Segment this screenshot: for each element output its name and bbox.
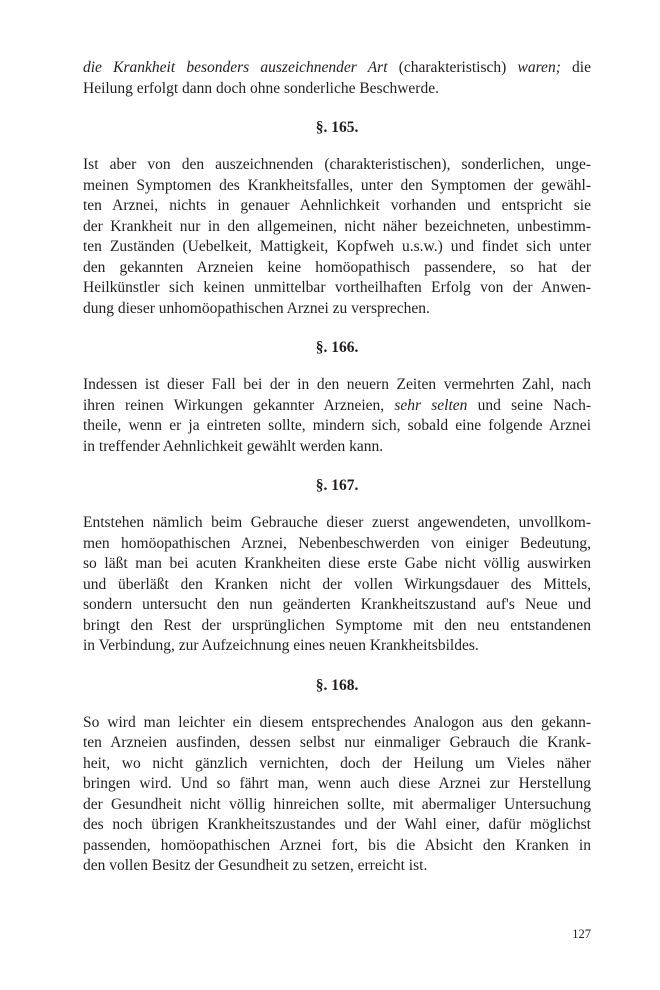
text-line <box>83 575 591 596</box>
text-run: Heilung erfolgt dann doch ohne sonderliche Beschwerde. <box>83 79 439 97</box>
text-line <box>83 534 591 555</box>
text-run: Indessen ist dieser Fall bei der in den neuern Zeiten vermehrten Zahl, nach <box>83 376 591 393</box>
text-run: men homöopathischen Arznei, Nebenbeschwerden von einiger Bedeutung, <box>83 534 591 552</box>
text-run: in Verbindung, zur Aufzeichnung eines neuen Krankheitsbildes. <box>83 637 479 654</box>
sections-container <box>83 99 591 877</box>
text-run: bringt den Rest der ursprünglichen Symptome mit den neu entstandenen <box>83 616 591 634</box>
text-line <box>83 196 591 217</box>
text-run: (charakteristisch) <box>387 59 518 76</box>
section-paragraph <box>83 713 591 877</box>
text-run: in treffender Aehnlichkeit gewählt werden kann. <box>83 437 384 455</box>
text-line <box>83 299 591 320</box>
page-number: 127 <box>572 927 591 941</box>
text-run: Ist aber von den auszeichnenden (charakteristischen), sonderlichen, unge- <box>83 156 591 173</box>
text-line <box>83 237 591 258</box>
text-line <box>83 437 591 458</box>
text-line <box>83 795 591 816</box>
text-run: der Krankheit nur in den allgemeinen, nicht näher bezeichneten, unbestimm- <box>83 217 591 235</box>
text-line <box>83 595 591 616</box>
text-line <box>83 836 591 857</box>
section-paragraph <box>83 375 591 457</box>
section-heading: §. 168. <box>315 676 359 694</box>
section-paragraph <box>83 513 591 657</box>
continuation-paragraph <box>83 58 591 99</box>
text-run: ten Zuständen (Uebelkeit, Mattigkeit, Kopfweh u.s.w.) und findet sich unter <box>83 238 591 255</box>
text-run: und seine Nach- <box>467 396 591 414</box>
text-run: ihren reinen Wirkungen gekannter Arzneien, <box>83 396 395 414</box>
text-run: ten Arzneien ausfinden, dessen selbst nur einmaliger Gebrauch die Krank- <box>83 734 591 751</box>
text-line <box>83 713 591 734</box>
text-line <box>83 554 591 575</box>
text-line <box>83 79 591 100</box>
page-body <box>83 58 591 877</box>
text-line <box>83 258 591 279</box>
section-heading: §. 165. <box>315 119 359 136</box>
text-line <box>83 155 591 176</box>
text-run: der Gesundheit nicht völlig hinreichen sollte, mit abermaliger Untersuchung <box>83 795 591 813</box>
section-heading: §. 167. <box>315 477 359 494</box>
text-run: und überläßt den Kranken nicht der vollen Wirkungsdauer des Mittels, <box>83 575 591 593</box>
text-line <box>83 636 591 657</box>
text-run: Heilkünstler sich keinen unmittelbar vortheilhaften Erfolg von der Anwen- <box>83 279 591 296</box>
italic-text-run: waren; <box>517 59 561 76</box>
section-heading: §. 166. <box>315 339 359 356</box>
text-line <box>83 416 591 437</box>
text-line <box>83 58 591 79</box>
text-line <box>83 733 591 754</box>
text-line <box>83 375 591 396</box>
text-run: passenden, homöopathischen Arznei fort, bis die Absicht den Kranken in <box>83 836 591 854</box>
text-run: die <box>560 59 591 76</box>
text-line <box>83 176 591 197</box>
text-run: meinen Symptomen des Krankheitsfalles, unter den Symptomen der gewähl- <box>83 176 591 194</box>
text-run: dung dieser unhomöopathischen Arznei zu versprechen. <box>83 299 430 317</box>
text-run: bringen wird. Und so fährt man, wenn auch diese Arznei zur Herstellung <box>83 775 591 792</box>
text-run: den gekannten Arzneien keine homöopathisch passendere, so hat der <box>83 258 591 276</box>
text-run: So wird man leichter ein diesem entsprechendes Analogon aus den gekann- <box>83 713 591 731</box>
italic-text-run: die Krankheit besonders auszeichnender Art <box>83 59 388 76</box>
text-run: ten Arznei, nichts in genauer Aehnlichkeit vorhanden und entspricht sie <box>83 197 591 214</box>
text-run: Entstehen nämlich beim Gebrauche dieser zuerst angewendeten, unvollkom- <box>83 514 591 531</box>
text-line <box>83 754 591 775</box>
text-run: so läßt man bei acuten Krankheiten diese erste Gabe nicht völlig auswirken <box>83 555 591 572</box>
text-run: theile, wenn er ja eintreten sollte, mindern sich, sobald eine folgende Arznei <box>83 417 591 434</box>
text-line <box>83 217 591 238</box>
text-run: heit, wo nicht gänzlich vernichten, doch der Heilung um Vieles näher <box>83 754 591 772</box>
text-line <box>83 616 591 637</box>
text-run: sondern untersucht den nun geänderten Krankheitszustand auf's Neue und <box>83 596 591 613</box>
italic-text-run: sehr selten <box>394 396 468 414</box>
text-line <box>83 856 591 877</box>
text-line <box>83 815 591 836</box>
text-line <box>83 278 591 299</box>
text-run: des noch übrigen Krankheitszustandes und der Wahl einer, dafür möglichst <box>83 816 591 833</box>
section-paragraph <box>83 155 591 319</box>
text-line <box>83 396 591 417</box>
text-line <box>83 513 591 534</box>
text-run: den vollen Besitz der Gesundheit zu setzen, erreicht ist. <box>83 857 428 874</box>
text-line <box>83 774 591 795</box>
